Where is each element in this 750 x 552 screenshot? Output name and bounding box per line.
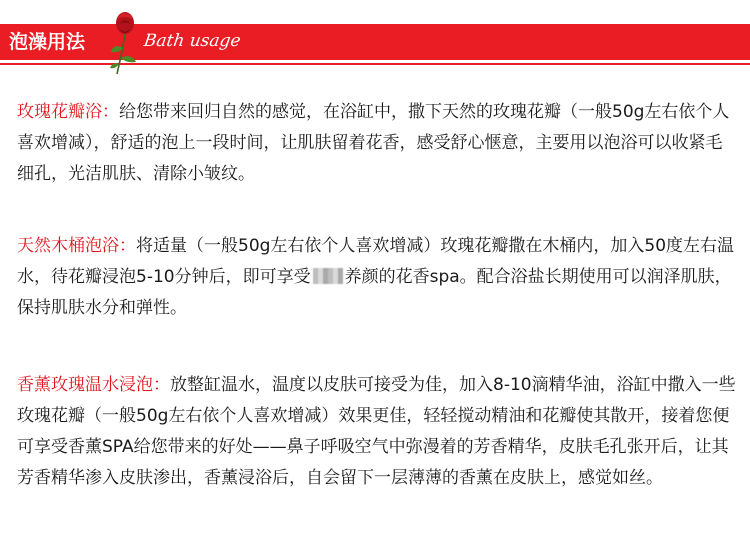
rose-icon — [108, 2, 140, 78]
paragraph-heading: 玫瑰花瓣浴： — [17, 102, 119, 122]
blurred-text — [313, 268, 343, 284]
banner-title: 泡澡用法 — [9, 31, 86, 53]
paragraph-heading: 香薰玫瑰温水浸泡： — [17, 375, 170, 395]
banner-script-title: Bath usage — [142, 31, 242, 51]
paragraph-body: 放整缸温水，温度以皮肤可接受为佳，加入8-10滴精华油，浴缸中撒入一些玫瑰花瓣（一般50g左右依个人喜欢增减）效果更佳，轻轻搅动精油和花瓣使其散开，接着您便可享受香薰SPA给您带来的好处——鼻子呼吸空气中弥漫着的芳香精华，皮肤毛孔张开后，让其芳香精华渗入皮肤渗出，香薰浸浴后，自会留下一层薄薄的香薰在皮肤上，感觉如丝。 — [17, 375, 736, 488]
paragraph-body-continued: 养颜的花香spa。配合浴盐长期使用可以润泽肌肤，保持肌肤水分和弹性。 — [17, 267, 732, 318]
paragraph-wooden-tub-bath — [17, 231, 739, 324]
paragraph-aroma-soak — [17, 370, 739, 494]
paragraph-body: 将适量（一般50g左右依个人喜欢增减）玫瑰花瓣撒在木桶内，加入50度左右温水，待花瓣浸泡5-10分钟后，即可享受 — [17, 236, 735, 287]
paragraph-body: 给您带来回归自然的感觉，在浴缸中，撒下天然的玫瑰花瓣（一般50g左右依个人喜欢增减），舒适的泡上一段时间，让肌肤留着花香，感受舒心惬意，主要用以泡浴可以收紧毛细孔，光洁肌肤、清除小皱纹。 — [17, 102, 730, 184]
paragraph-heading: 天然木桶泡浴： — [17, 236, 136, 256]
paragraph-rose-petal-bath — [17, 97, 739, 190]
